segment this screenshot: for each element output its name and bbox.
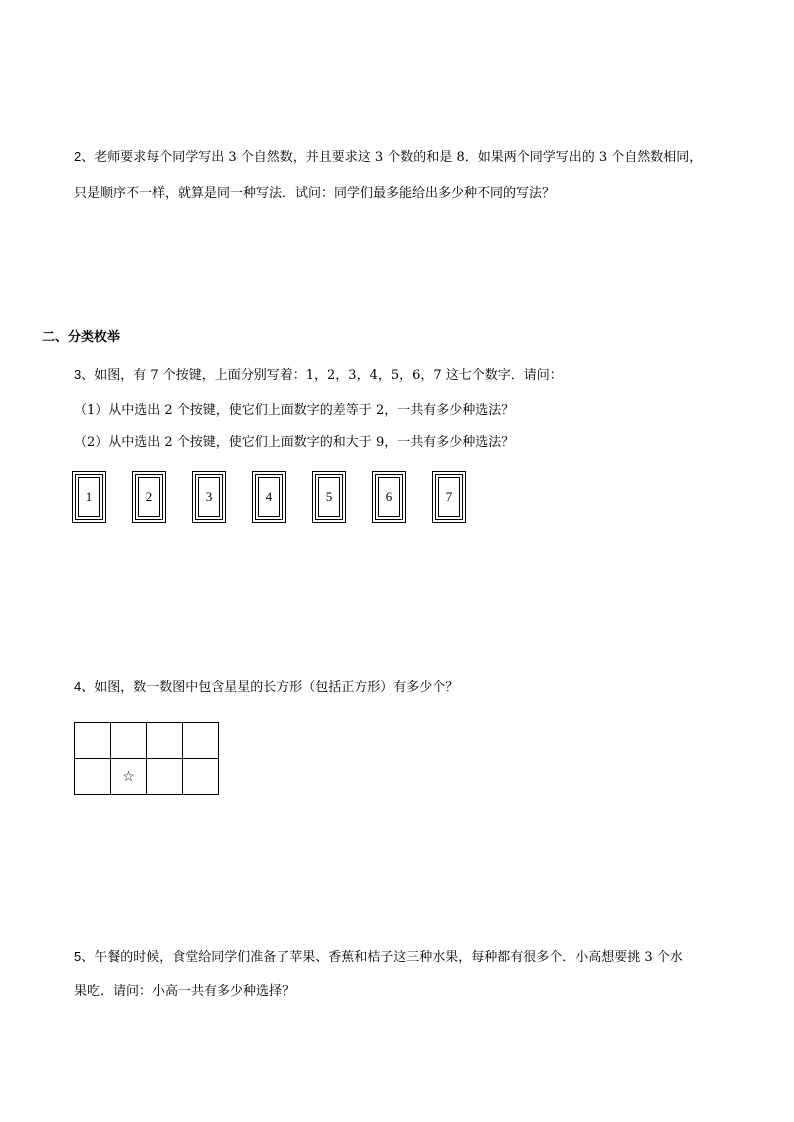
grid-cell [147, 759, 183, 795]
grid-cell [75, 759, 111, 795]
key-6-label: 6 [378, 477, 400, 517]
question-3-text-1: 、如图，有 7 个按键，上面分别写着：1，2，3，4，5，6，7 这七个数字．请问： [81, 368, 563, 383]
grid-cell [183, 759, 219, 795]
key-3-label: 3 [198, 477, 220, 517]
question-5-line-2: 果吃．请问：小高一共有多少种选择？ [74, 984, 296, 999]
grid-cell-star: ☆ [111, 759, 147, 795]
key-4 [252, 471, 286, 523]
question-4-text-1: 、如图，数一数图中包含星星的长方形（包括正方形）有多少个？ [81, 680, 459, 695]
question-5-text-1: 、午餐的时候，食堂给同学们准备了苹果、香蕉和桔子这三种水果，每种都有很多个．小高想要挑 3 个水 [81, 950, 683, 965]
key-1-label: 1 [78, 477, 100, 517]
question-2-number: 2 [74, 149, 82, 164]
key-5-label: 5 [318, 477, 340, 517]
section-heading: 二、分类枚举 [42, 330, 121, 345]
grid-cell [75, 723, 111, 759]
key-5 [312, 471, 346, 523]
key-4-label: 4 [258, 477, 280, 517]
question-3-line-1 [74, 361, 563, 390]
question-4-number: 4 [74, 679, 82, 694]
question-5-number: 5 [74, 949, 82, 964]
question-3-number: 3 [74, 367, 82, 382]
key-2-label: 2 [138, 477, 160, 517]
key-2 [132, 471, 166, 523]
grid-cell [183, 723, 219, 759]
key-7-label: 7 [438, 477, 460, 517]
grid-cell [111, 723, 147, 759]
question-2-line-2: 只是顺序不一样，就算是同一种写法．试问：同学们最多能给出多少种不同的写法？ [74, 186, 556, 201]
question-2-text-1: 、老师要求每个同学写出 3 个自然数，并且要求这 3 个数的和是 8．如果两个同学写出的 3 个自然数相同， [81, 150, 703, 165]
grid-cell [147, 723, 183, 759]
question-2-line-1 [74, 143, 702, 172]
key-6 [372, 471, 406, 523]
key-1 [72, 471, 106, 523]
question-4-line-1 [74, 673, 458, 702]
grid-row [75, 759, 219, 795]
question-3-sub-1: （1）从中选出 2 个按键，使它们上面数字的差等于 2，一共有多少种选法？ [74, 403, 515, 418]
key-3 [192, 471, 226, 523]
key-7 [432, 471, 466, 523]
grid-row [75, 723, 219, 759]
question-3-sub-2: （2）从中选出 2 个按键，使它们上面数字的和大于 9，一共有多少种选法？ [74, 435, 515, 450]
question-5-line-1 [74, 943, 683, 972]
star-grid [74, 722, 219, 795]
key-row [72, 471, 492, 525]
